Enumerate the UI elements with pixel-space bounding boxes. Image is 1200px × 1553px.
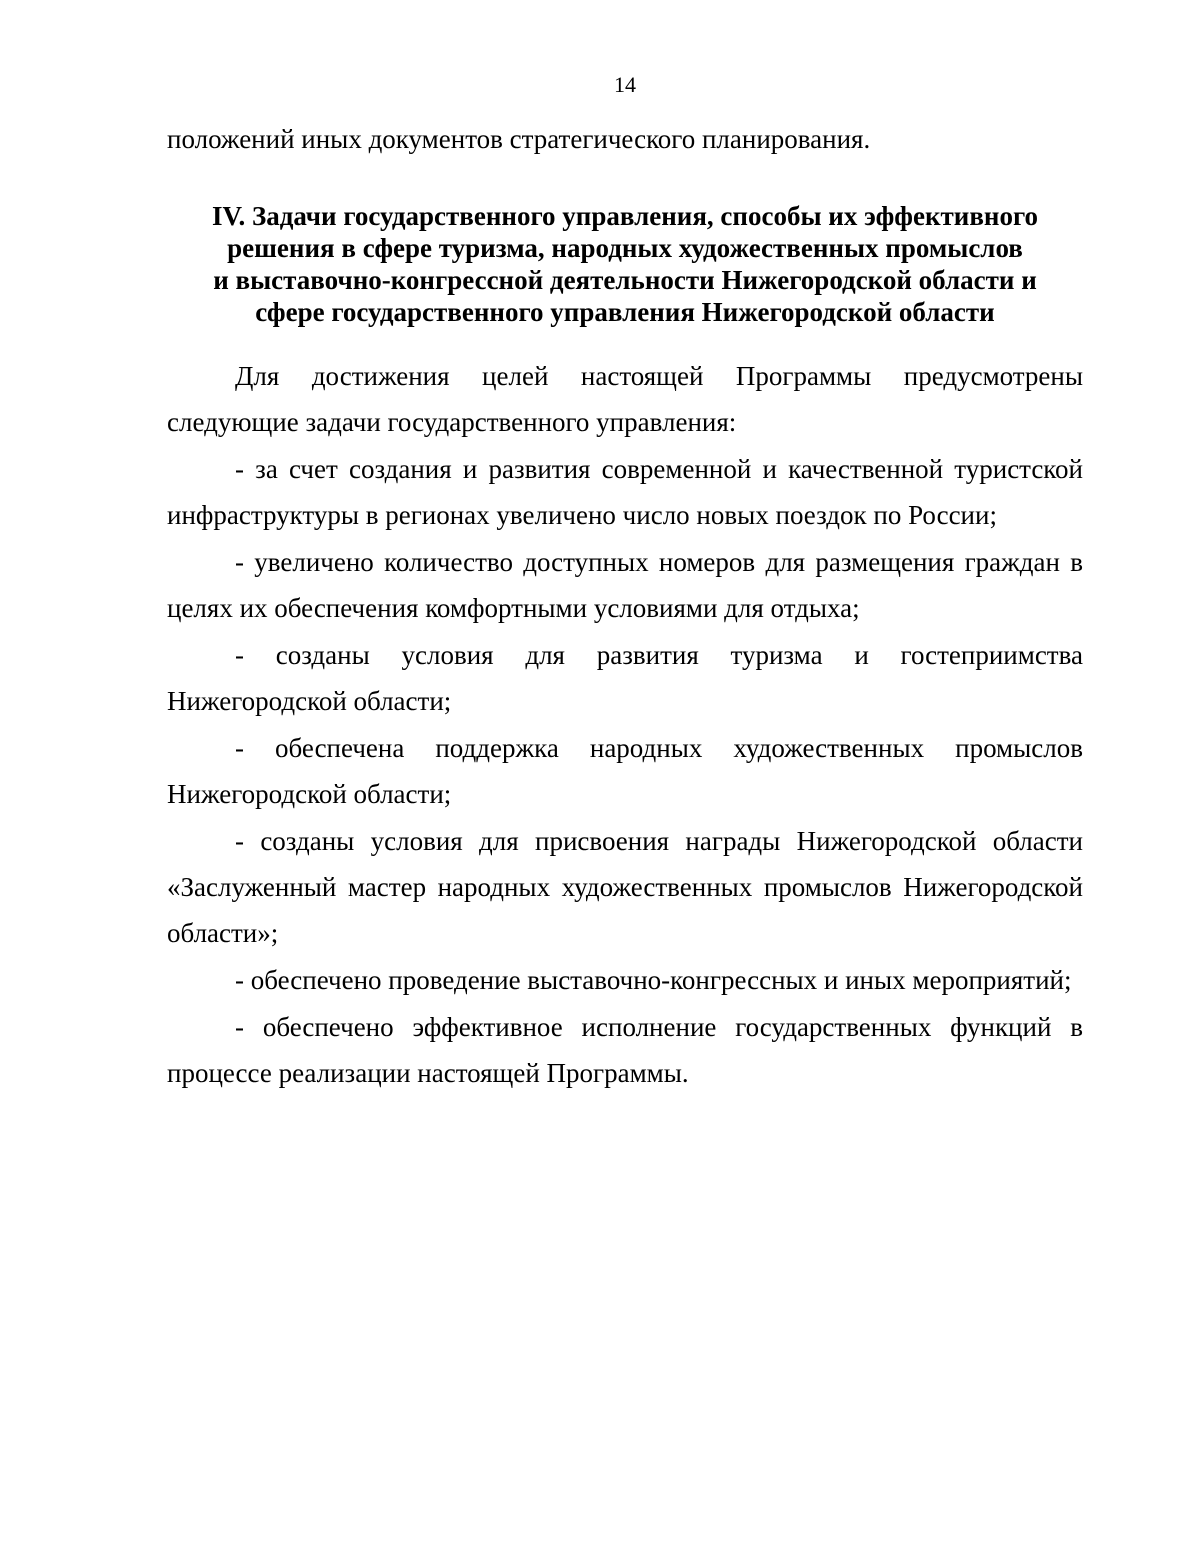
task-item: - за счет создания и развития современной и качественной туристской инфраструктуры в регионах увеличено число новых поездок по России; bbox=[167, 454, 1083, 530]
task-item: - обеспечено проведение выставочно-конгрессных и иных мероприятий; bbox=[235, 965, 1072, 995]
task-item: - увеличено количество доступных номеров для размещения граждан в целях их обеспечения комфортными условиями для отдыха; bbox=[167, 547, 1083, 623]
task-item: - созданы условия для присвоения награды Нижегородской области «Заслуженный мастер народных художественных промыслов Нижегородской области»; bbox=[167, 826, 1083, 948]
heading-line-3: и выставочно-конгрессной деятельности Нижегородской области и bbox=[213, 265, 1037, 295]
section-heading bbox=[167, 200, 1083, 328]
continuation-text bbox=[167, 116, 1083, 163]
task-item: - обеспечено эффективное исполнение государственных функций в процессе реализации настоящей Программы. bbox=[167, 1012, 1083, 1088]
intro-paragraph: Для достижения целей настоящей Программы предусмотрены следующие задачи государственного управления: bbox=[167, 361, 1083, 437]
heading-line-1: IV. Задачи государственного управления, способы их эффективного bbox=[211, 201, 1039, 231]
heading-line-4: сфере государственного управления Нижегородской области bbox=[255, 297, 995, 327]
task-item: - созданы условия для развития туризма и гостеприимства Нижегородской области; bbox=[167, 640, 1083, 716]
lead-paragraph: положений иных документов стратегического планирования. bbox=[167, 124, 871, 154]
section-body bbox=[167, 353, 1083, 1097]
task-item: - обеспечена поддержка народных художественных промыслов Нижегородской области; bbox=[167, 733, 1083, 809]
heading-line-2: решения в сфере туризма, народных художественных промыслов bbox=[227, 233, 1023, 263]
page-number: 14 bbox=[614, 72, 636, 97]
